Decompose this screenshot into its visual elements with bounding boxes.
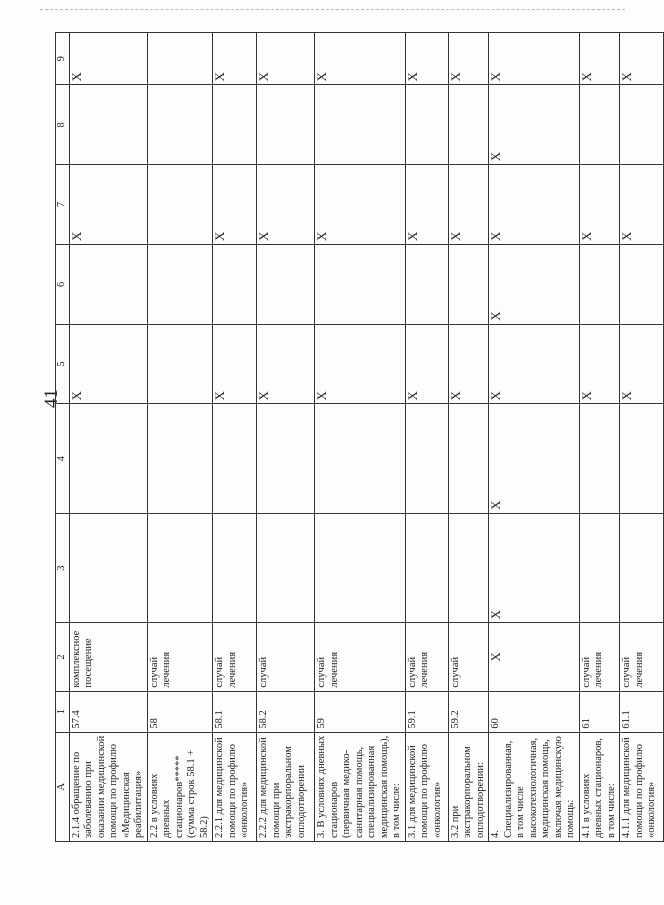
row-label: 4. Специализированная, в том числе высокотехнологичная, медицинская помощь, включая медицинскую помощь: — [489, 732, 580, 841]
table-row — [579, 33, 620, 842]
cell-col7: X — [405, 165, 448, 245]
cell-col3 — [579, 513, 620, 622]
row-line-number: 61.1 — [620, 691, 664, 732]
cell-col7: X — [489, 165, 580, 245]
cell-col4 — [147, 404, 213, 513]
table-row — [315, 33, 406, 842]
cell-col3 — [147, 513, 213, 622]
row-label: 2.2.2 для медицинской помощи при экстракорпоральном оплодотворении — [257, 732, 315, 841]
cell-col3 — [213, 513, 257, 622]
row-label: 2.1.4 обращение по заболеванию при оказании медицинской помощи по профилю «Медицинская реабилитация» — [69, 732, 147, 841]
cell-col9: X — [405, 33, 448, 86]
cell-col4 — [213, 404, 257, 513]
cell-col8 — [620, 85, 664, 165]
cell-col7: X — [579, 165, 620, 245]
cell-col6 — [448, 245, 489, 325]
cell-col7: X — [257, 165, 315, 245]
header-cell-2: 2 — [56, 623, 70, 691]
cell-col9: X — [579, 33, 620, 86]
table-row — [257, 33, 315, 842]
header-cell-4: 4 — [56, 404, 70, 513]
table-row — [489, 33, 580, 842]
cell-col8: X — [489, 85, 580, 165]
row-unit: случай лечения — [579, 623, 620, 691]
row-unit: X — [489, 623, 580, 691]
cell-col4 — [315, 404, 406, 513]
header-cell-5: 5 — [56, 324, 70, 404]
cell-col3 — [448, 513, 489, 622]
cell-col4 — [448, 404, 489, 513]
cell-col7: X — [620, 165, 664, 245]
cell-col7: X — [448, 165, 489, 245]
header-cell-6: 6 — [56, 245, 70, 325]
cell-col4 — [579, 404, 620, 513]
cell-col6 — [620, 245, 664, 325]
cell-col5: X — [257, 324, 315, 404]
cell-col6 — [147, 245, 213, 325]
header-cell-9: 9 — [56, 33, 70, 86]
cell-col5: X — [620, 324, 664, 404]
row-unit: комплексное посещение — [69, 623, 147, 691]
cell-col8 — [147, 85, 213, 165]
row-line-number: 59 — [315, 691, 406, 732]
cell-col3 — [257, 513, 315, 622]
cell-col9: X — [213, 33, 257, 86]
row-label: 2.2 в условиях дневных стационаров***** (сумма строк 58.1 + 58.2) — [147, 732, 213, 841]
cell-col9: X — [69, 33, 147, 86]
cell-col9: X — [448, 33, 489, 86]
row-label: 4.1.1 для медицинской помощи по профилю «онкология» — [620, 732, 664, 841]
cell-col8 — [213, 85, 257, 165]
data-table — [55, 32, 664, 842]
cell-col7: X — [213, 165, 257, 245]
cell-col8 — [315, 85, 406, 165]
header-cell-1: 1 — [56, 691, 70, 732]
table-row — [620, 33, 664, 842]
row-label: 3.1 для медицинской помощи по профилю «онкология» — [405, 732, 448, 841]
cell-col5: X — [405, 324, 448, 404]
rotated-table-container — [55, 32, 657, 842]
cell-col9 — [147, 33, 213, 86]
cell-col4 — [620, 404, 664, 513]
cell-col4 — [405, 404, 448, 513]
row-unit: случай — [257, 623, 315, 691]
cell-col8 — [579, 85, 620, 165]
cell-col6 — [257, 245, 315, 325]
cell-col5: X — [69, 324, 147, 404]
cell-col4 — [69, 404, 147, 513]
cell-col4: X — [489, 404, 580, 513]
row-line-number: 58.1 — [213, 691, 257, 732]
row-unit: случай — [448, 623, 489, 691]
cell-col9: X — [315, 33, 406, 86]
table-row — [147, 33, 213, 842]
row-label: 4.1 в условиях дневных стационаров, в том числе: — [579, 732, 620, 841]
cell-col7 — [147, 165, 213, 245]
table-row — [213, 33, 257, 842]
cell-col5 — [147, 324, 213, 404]
row-line-number: 59.2 — [448, 691, 489, 732]
cell-col5: X — [213, 324, 257, 404]
cell-col9: X — [620, 33, 664, 86]
row-line-number: 58 — [147, 691, 213, 732]
cell-col3 — [405, 513, 448, 622]
row-label: 2.2.1 для медицинской помощи по профилю «онкология» — [213, 732, 257, 841]
table-row — [405, 33, 448, 842]
cell-col3: X — [489, 513, 580, 622]
header-cell-a: A — [56, 732, 70, 841]
cell-col6 — [213, 245, 257, 325]
row-unit: случай лечения — [405, 623, 448, 691]
row-unit: случай лечения — [147, 623, 213, 691]
scan-edge-line — [40, 9, 625, 10]
cell-col5: X — [489, 324, 580, 404]
header-cell-7: 7 — [56, 165, 70, 245]
cell-col4 — [257, 404, 315, 513]
row-line-number: 60 — [489, 691, 580, 732]
row-unit: случай лечения — [213, 623, 257, 691]
row-line-number: 57.4 — [69, 691, 147, 732]
row-unit: случай лечения — [620, 623, 664, 691]
cell-col8 — [257, 85, 315, 165]
header-cell-3: 3 — [56, 513, 70, 622]
row-line-number: 58.2 — [257, 691, 315, 732]
cell-col5: X — [315, 324, 406, 404]
cell-col6 — [579, 245, 620, 325]
cell-col9: X — [489, 33, 580, 86]
page-number: 41 — [41, 389, 62, 408]
header-row — [56, 33, 70, 842]
row-label: 3.2 при экстракорпоральном оплодотворении: — [448, 732, 489, 841]
cell-col8 — [69, 85, 147, 165]
row-label: 3. В условиях дневных стационаров (первичная медико-санитарная помощь, специализированная медицинская помощь), в том числе: — [315, 732, 406, 841]
cell-col5: X — [579, 324, 620, 404]
cell-col3 — [69, 513, 147, 622]
cell-col7: X — [69, 165, 147, 245]
cell-col6 — [315, 245, 406, 325]
cell-col6: X — [489, 245, 580, 325]
table-row — [69, 33, 147, 842]
cell-col6 — [69, 245, 147, 325]
row-line-number: 59.1 — [405, 691, 448, 732]
cell-col5: X — [448, 324, 489, 404]
cell-col9: X — [257, 33, 315, 86]
table-row — [448, 33, 489, 842]
row-unit: случай лечения — [315, 623, 406, 691]
header-cell-8: 8 — [56, 85, 70, 165]
row-line-number: 61 — [579, 691, 620, 732]
cell-col7: X — [315, 165, 406, 245]
cell-col8 — [405, 85, 448, 165]
cell-col6 — [405, 245, 448, 325]
cell-col8 — [448, 85, 489, 165]
cell-col3 — [315, 513, 406, 622]
cell-col3 — [620, 513, 664, 622]
